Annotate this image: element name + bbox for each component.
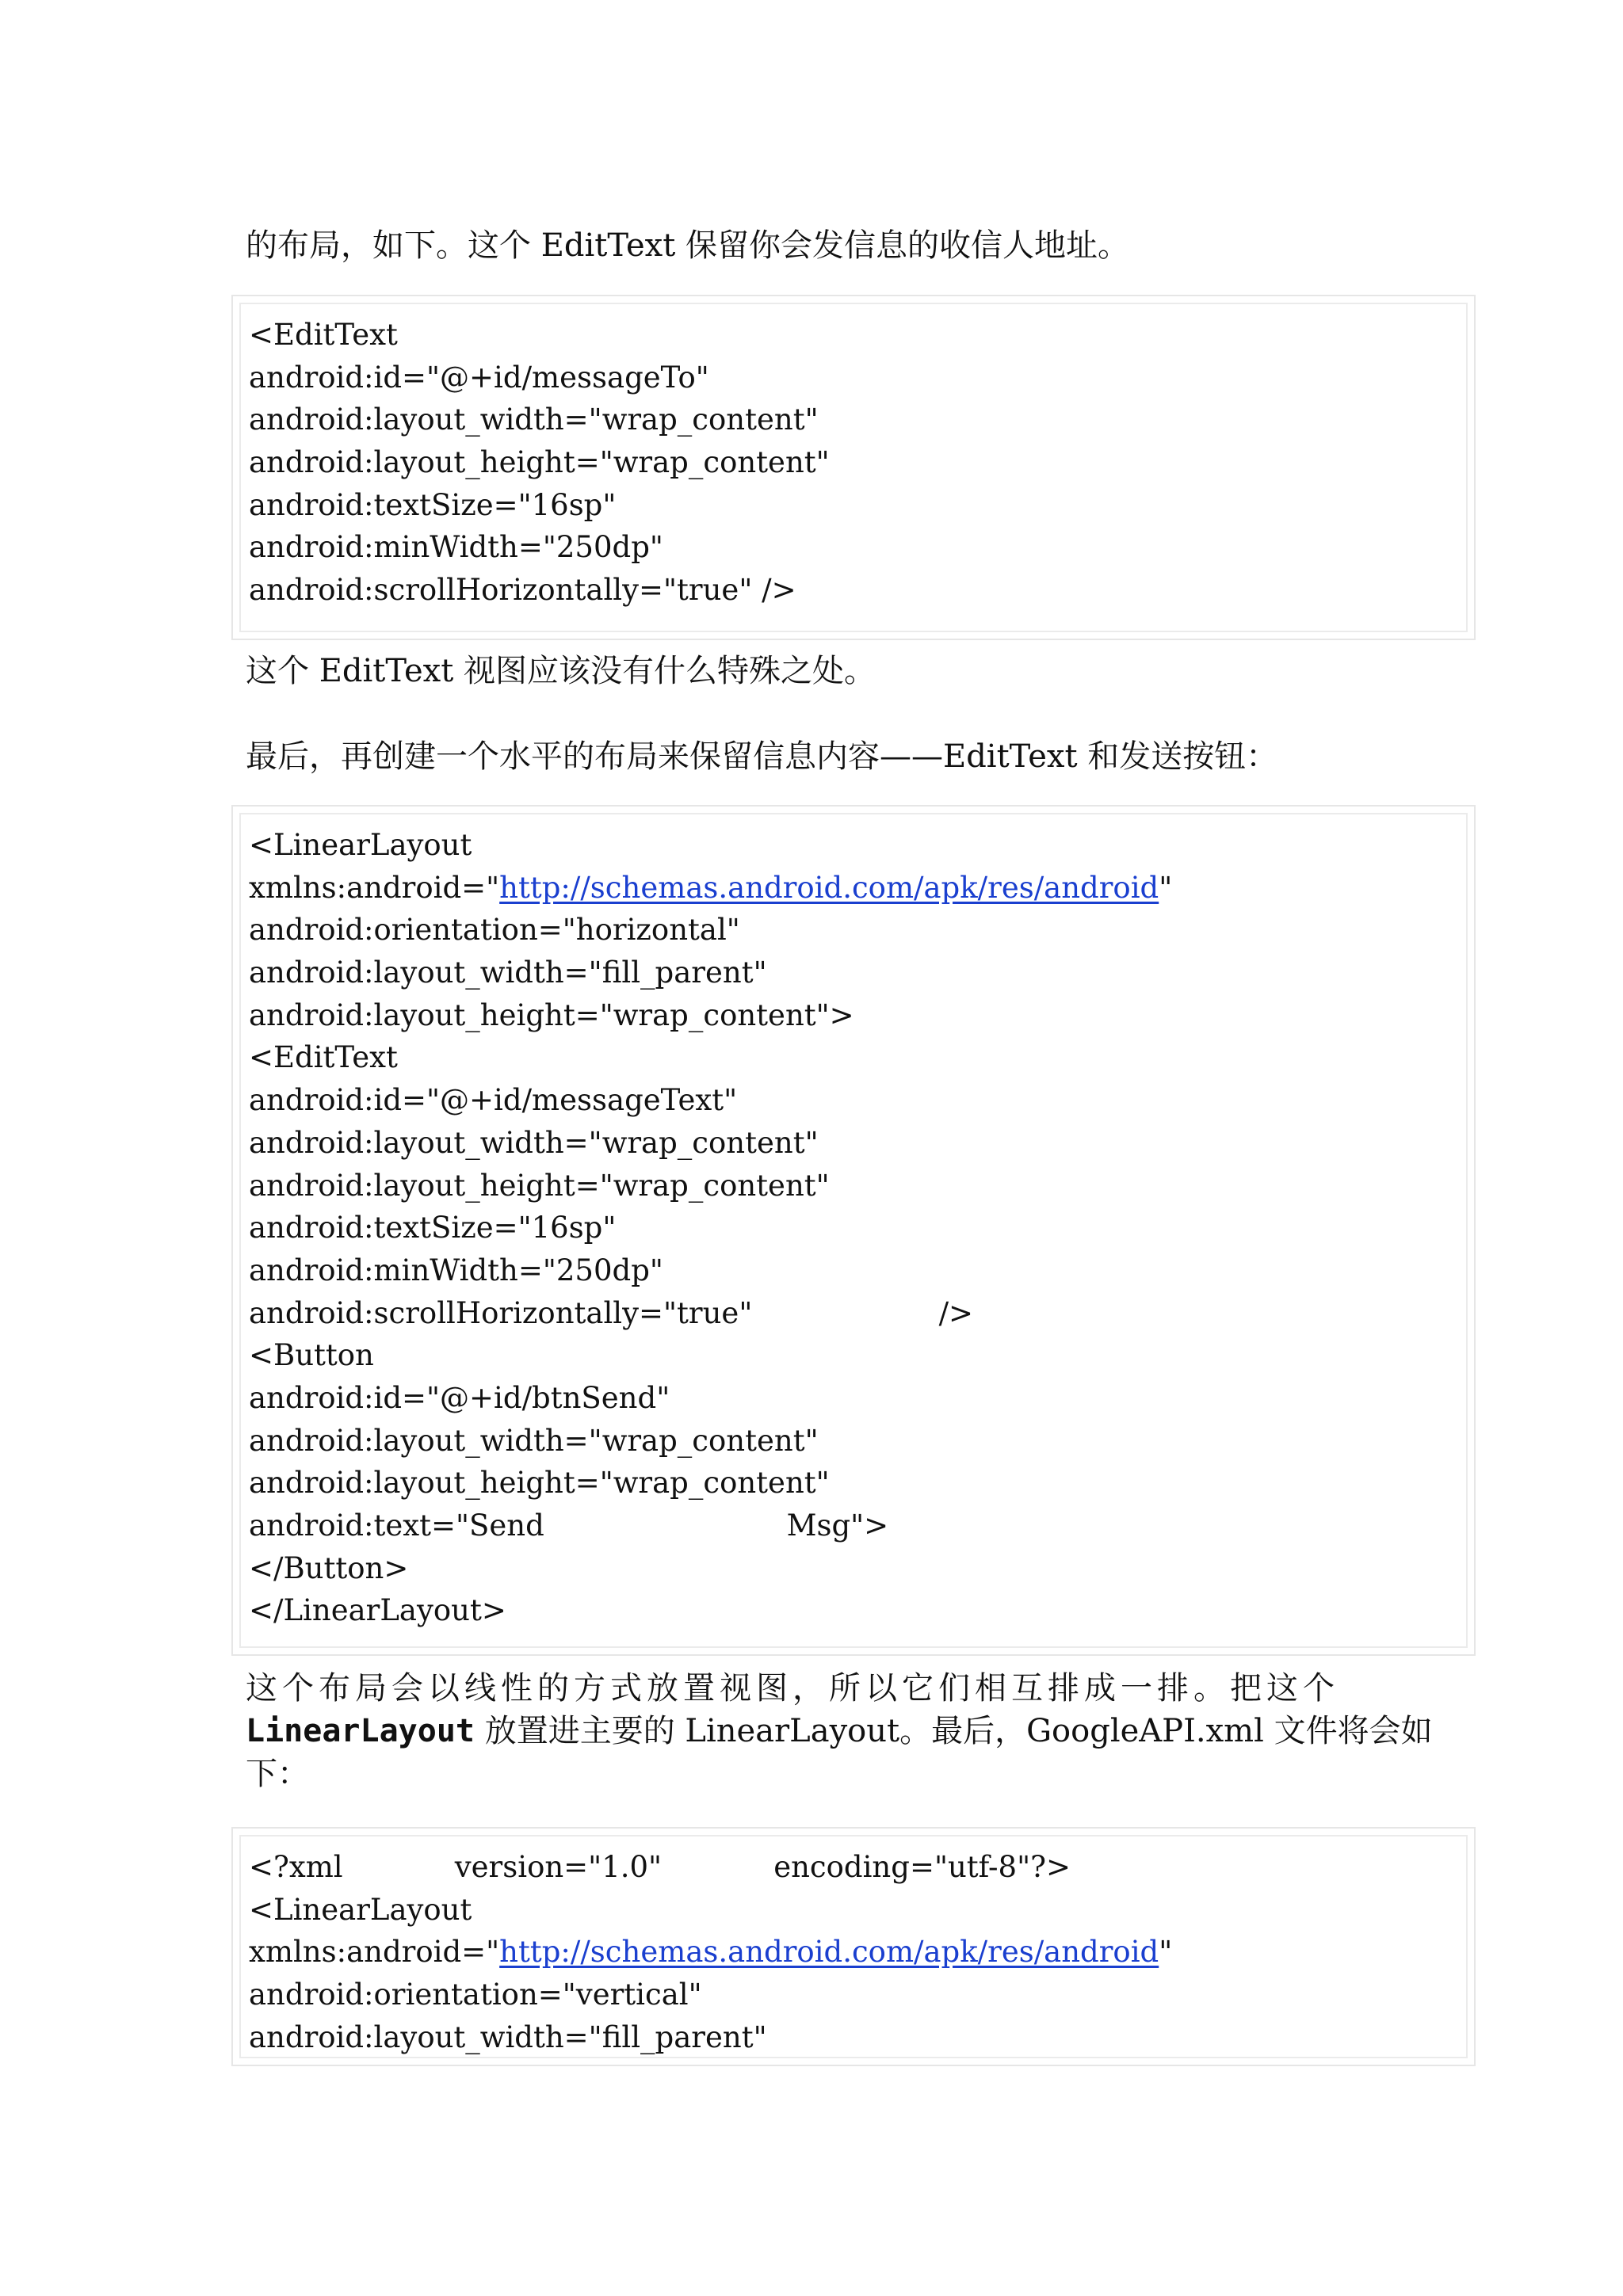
code-line: android:textSize="16sp" bbox=[249, 1211, 617, 1245]
code-line: android:layout_width="fill_parent" bbox=[249, 955, 767, 990]
schema-link[interactable]: http://schemas.android.com/apk/res/android bbox=[499, 870, 1159, 905]
schema-link[interactable]: http://schemas.android.com/apk/res/android bbox=[499, 1935, 1159, 1970]
code-line: <EditText bbox=[249, 318, 398, 352]
code-line: android:textSize="16sp" bbox=[249, 487, 617, 522]
code-line: android:layout_width="fill_parent" bbox=[249, 2019, 767, 2054]
code-line: android:scrollHorizontally="true" /> bbox=[249, 1295, 974, 1330]
code-line: android:layout_width="wrap_content" bbox=[249, 1423, 819, 1458]
code-line: <LinearLayout bbox=[249, 1892, 472, 1927]
code-listing bbox=[249, 1846, 1172, 2058]
code-block-inner bbox=[239, 813, 1468, 1648]
code-line: android:minWidth="250dp" bbox=[249, 1253, 663, 1287]
linear-paragraph-line-2-rest: 放置进主要的 LinearLayout。最后，GoogleAPI.xml 文件将会如 bbox=[474, 1713, 1433, 1749]
code-line: <Button bbox=[249, 1338, 374, 1373]
last-layout-paragraph: 最后，再创建一个水平的布局来保留信息内容——EditText 和发送按钮： bbox=[246, 738, 1278, 775]
code-line: android:layout_height="wrap_content" bbox=[249, 1466, 830, 1501]
code-line: android:layout_height="wrap_content" bbox=[249, 445, 830, 480]
linear-paragraph-line-2 bbox=[246, 1710, 1433, 1753]
code-line: android:layout_height="wrap_content" bbox=[249, 1168, 830, 1203]
bold-linearlayout: LinearLayout bbox=[246, 1713, 475, 1749]
code-block-inner bbox=[239, 1835, 1468, 2058]
linear-paragraph-line-3: 下： bbox=[246, 1756, 309, 1792]
code-line: android:text="Send Msg"> bbox=[249, 1508, 889, 1543]
code-listing bbox=[249, 824, 1172, 1632]
code-line: android:id="@+id/messageTo" bbox=[249, 360, 709, 395]
intro-paragraph: 的布局，如下。这个 EditText 保留你会发信息的收信人地址。 bbox=[246, 227, 1129, 264]
xmlns-prefix: xmlns:android=" bbox=[249, 870, 500, 905]
code-line: android:layout_width="wrap_content" bbox=[249, 402, 819, 437]
code-line: android:id="@+id/messageText" bbox=[249, 1083, 738, 1118]
code-listing bbox=[249, 314, 830, 612]
code-line-xmlns bbox=[249, 1931, 1172, 1974]
code-line: <EditText bbox=[249, 1040, 398, 1075]
code-block-inner bbox=[239, 303, 1468, 632]
code-line: android:scrollHorizontally="true" /> bbox=[249, 573, 796, 608]
code-line: <?xml version="1.0" encoding="utf-8"?> bbox=[249, 1850, 1071, 1884]
xmlns-prefix: xmlns:android=" bbox=[249, 1935, 500, 1970]
code-line: android:layout_width="wrap_content" bbox=[249, 1125, 819, 1160]
code-line-xmlns bbox=[249, 867, 1172, 910]
edittext-note-paragraph: 这个 EditText 视图应该没有什么特殊之处。 bbox=[246, 653, 876, 689]
code-line: </LinearLayout> bbox=[249, 1593, 506, 1628]
code-line: <LinearLayout bbox=[249, 828, 472, 862]
code-block-linear-layout bbox=[231, 805, 1476, 1656]
xmlns-suffix: " bbox=[1159, 1935, 1173, 1970]
code-line: android:orientation="vertical" bbox=[249, 1978, 702, 2012]
code-block-edittext-to bbox=[231, 295, 1476, 640]
code-line: android:minWidth="250dp" bbox=[249, 530, 663, 565]
linear-paragraph-line-1: 这个布局会以线性的方式放置视图，所以它们相互排成一排。把这个 bbox=[246, 1670, 1339, 1707]
code-line: android:id="@+id/btnSend" bbox=[249, 1380, 670, 1415]
xmlns-suffix: " bbox=[1159, 870, 1173, 905]
code-line: android:orientation="horizontal" bbox=[249, 913, 740, 948]
code-line: android:layout_height="wrap_content"> bbox=[249, 997, 854, 1032]
code-block-google-api-xml bbox=[231, 1827, 1476, 2066]
code-line: </Button> bbox=[249, 1550, 409, 1585]
